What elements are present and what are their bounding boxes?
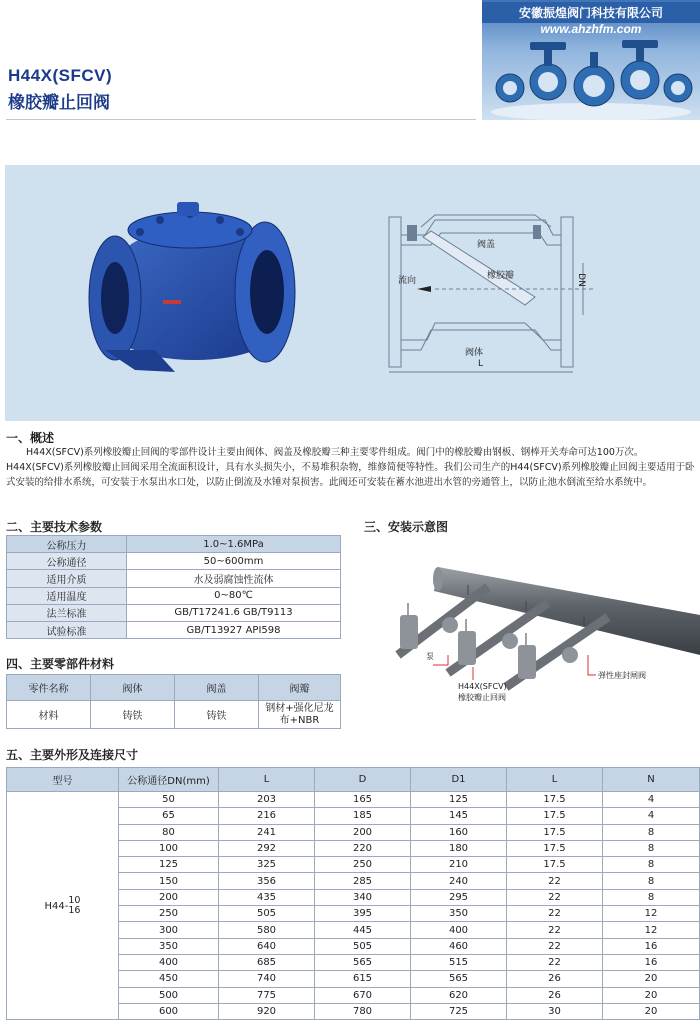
table-cell: 200 <box>315 824 411 840</box>
table-cell: 920 <box>219 1003 315 1019</box>
table-cell: 685 <box>219 954 315 970</box>
table-row: 试验标准 GB/T13927 API598 <box>7 621 341 638</box>
table-cell: 220 <box>315 840 411 856</box>
table-cell: 295 <box>411 889 507 905</box>
install-label-valve-name: 橡胶瓣止回阀 <box>458 693 506 702</box>
table-cell: 22 <box>507 922 603 938</box>
table-cell: 22 <box>507 889 603 905</box>
section-install-heading: 三、安装示意图 <box>364 520 449 534</box>
banner-url[interactable]: www.ahzhfm.com <box>540 22 642 36</box>
table-header-row: 零件名称 阀体 阀盖 阀瓣 <box>7 675 341 701</box>
table-cell: 435 <box>219 889 315 905</box>
product-name: 橡胶瓣止回阀 <box>8 93 110 113</box>
table-cell: 292 <box>219 840 315 856</box>
table-cell: 203 <box>219 792 315 808</box>
company-banner <box>482 0 700 120</box>
model-cell: H44- 10 16 <box>7 792 119 1020</box>
install-label-valve-model: H44X(SFCV) <box>458 682 507 691</box>
cross-section-diagram <box>375 205 605 380</box>
table-cell: 22 <box>507 938 603 954</box>
table-cell: 22 <box>507 873 603 889</box>
table-cell: 20 <box>603 1003 700 1019</box>
label-body: 阀体 <box>465 348 484 358</box>
table-cell: 241 <box>219 824 315 840</box>
table-row: 适用温度 0~80℃ <box>7 587 341 604</box>
table-cell: 17.5 <box>507 840 603 856</box>
install-label-gate-valve: 弹性座封闸阀 <box>598 671 646 680</box>
product-model: H44X(SFCV) <box>8 66 113 85</box>
table-cell: 325 <box>219 857 315 873</box>
table-row: 公称通径 50~600mm <box>7 553 341 570</box>
table-cell: 615 <box>315 971 411 987</box>
table-row: 材料 铸铁 铸铁 钢材+强化尼龙布+NBR <box>7 701 341 729</box>
table-row: 公称压力 1.0~1.6MPa <box>7 536 341 553</box>
table-cell: 250 <box>315 857 411 873</box>
table-cell: 400 <box>119 954 219 970</box>
table-cell: 80 <box>119 824 219 840</box>
install-label-pump: 泵 <box>426 652 434 661</box>
table-cell: 16 <box>603 954 700 970</box>
table-cell: 17.5 <box>507 824 603 840</box>
section-specs-heading: 二、主要技术参数 <box>6 520 103 534</box>
label-disc: 橡胶瓣 <box>487 271 515 281</box>
table-cell: 22 <box>507 906 603 922</box>
table-cell: 8 <box>603 857 700 873</box>
table-cell: 775 <box>219 987 315 1003</box>
table-cell: 780 <box>315 1003 411 1019</box>
table-cell: 600 <box>119 1003 219 1019</box>
table-cell: 565 <box>315 954 411 970</box>
table-cell: 460 <box>411 938 507 954</box>
table-cell: 725 <box>411 1003 507 1019</box>
table-cell: 100 <box>119 840 219 856</box>
table-cell: 4 <box>603 808 700 824</box>
header-divider <box>6 118 476 120</box>
table-cell: 12 <box>603 906 700 922</box>
section-dimensions-heading: 五、主要外形及连接尺寸 <box>6 748 139 762</box>
table-cell: 670 <box>315 987 411 1003</box>
dimensions-table <box>6 767 700 1020</box>
table-cell: 20 <box>603 971 700 987</box>
label-cover: 阀盖 <box>477 240 496 250</box>
table-cell: 200 <box>119 889 219 905</box>
section-overview-heading: 一、概述 <box>6 431 55 445</box>
table-cell: 4 <box>603 792 700 808</box>
table-cell: 185 <box>315 808 411 824</box>
table-cell: 22 <box>507 954 603 970</box>
table-row: 法兰标准 GB/T17241.6 GB/T9113 <box>7 604 341 621</box>
table-cell: 165 <box>315 792 411 808</box>
table-cell: 12 <box>603 922 700 938</box>
table-cell: 125 <box>411 792 507 808</box>
valve-photo <box>75 200 305 375</box>
table-cell: 26 <box>507 971 603 987</box>
label-flow: 流向 <box>398 276 417 286</box>
banner-company-name: 安徽振煌阀门科技有限公司 <box>482 2 700 23</box>
table-cell: 450 <box>119 971 219 987</box>
table-cell: 285 <box>315 873 411 889</box>
table-cell: 240 <box>411 873 507 889</box>
materials-table <box>6 674 341 729</box>
table-cell: 17.5 <box>507 808 603 824</box>
table-cell: 340 <box>315 889 411 905</box>
table-cell: 150 <box>119 873 219 889</box>
table-cell: 400 <box>411 922 507 938</box>
table-cell: 515 <box>411 954 507 970</box>
table-cell: 395 <box>315 906 411 922</box>
table-cell: 216 <box>219 808 315 824</box>
table-cell: 505 <box>219 906 315 922</box>
overview-text: H44X(SFCV)系列橡胶瓣止回阀的零部件设计主要由阀体、阀盖及橡胶瓣三种主要零件组成。阀门中的橡胶瓣由钢板、钢棒开关寿命可达100万次。H44X(SFCV)系列橡胶瓣止回阀采用全流面积设计，具有水头损失小，不易堆积杂物，维修简便等特性。我们公司生产的H44(SFCV)系列橡胶瓣止回阀主要适用于卧式安装的给排水系统，可安装于水泵出水口处，以防止倒流及水锤对泵损害。此阀还可安装在蓄水池进出水管的旁通管上，以防止池水倒流至给水系统中。 <box>6 447 695 488</box>
table-cell: 580 <box>219 922 315 938</box>
table-cell: 640 <box>219 938 315 954</box>
table-cell: 445 <box>315 922 411 938</box>
table-cell: 300 <box>119 922 219 938</box>
table-cell: 30 <box>507 1003 603 1019</box>
table-cell: 350 <box>411 906 507 922</box>
table-cell: 350 <box>119 938 219 954</box>
table-cell: 500 <box>119 987 219 1003</box>
table-cell: 180 <box>411 840 507 856</box>
table-cell: 26 <box>507 987 603 1003</box>
product-image-band <box>5 165 700 421</box>
table-cell: 145 <box>411 808 507 824</box>
table-cell: 356 <box>219 873 315 889</box>
table-row: 适用介质 水及弱腐蚀性流体 <box>7 570 341 587</box>
table-cell: 125 <box>119 857 219 873</box>
table-cell: 565 <box>411 971 507 987</box>
table-cell: 17.5 <box>507 792 603 808</box>
table-header-row: 型号 公称通径DN(mm) L D D1 L N <box>7 768 700 792</box>
label-DN: DN <box>575 273 586 287</box>
table-cell: 8 <box>603 873 700 889</box>
table-cell: 210 <box>411 857 507 873</box>
table-cell: 8 <box>603 824 700 840</box>
label-L: L <box>478 359 484 369</box>
table-cell: 17.5 <box>507 857 603 873</box>
table-cell: 20 <box>603 987 700 1003</box>
banner-valves-image <box>482 38 700 120</box>
table-cell: 65 <box>119 808 219 824</box>
table-cell: 160 <box>411 824 507 840</box>
table-cell: 16 <box>603 938 700 954</box>
table-cell: 505 <box>315 938 411 954</box>
installation-diagram <box>378 555 700 705</box>
table-cell: 620 <box>411 987 507 1003</box>
spec-table <box>6 535 341 639</box>
section-materials-heading: 四、主要零部件材料 <box>6 657 115 671</box>
table-cell: 740 <box>219 971 315 987</box>
table-cell: 250 <box>119 906 219 922</box>
table-cell: 8 <box>603 889 700 905</box>
table-row <box>7 792 700 808</box>
table-cell: 50 <box>119 792 219 808</box>
table-cell: 8 <box>603 840 700 856</box>
